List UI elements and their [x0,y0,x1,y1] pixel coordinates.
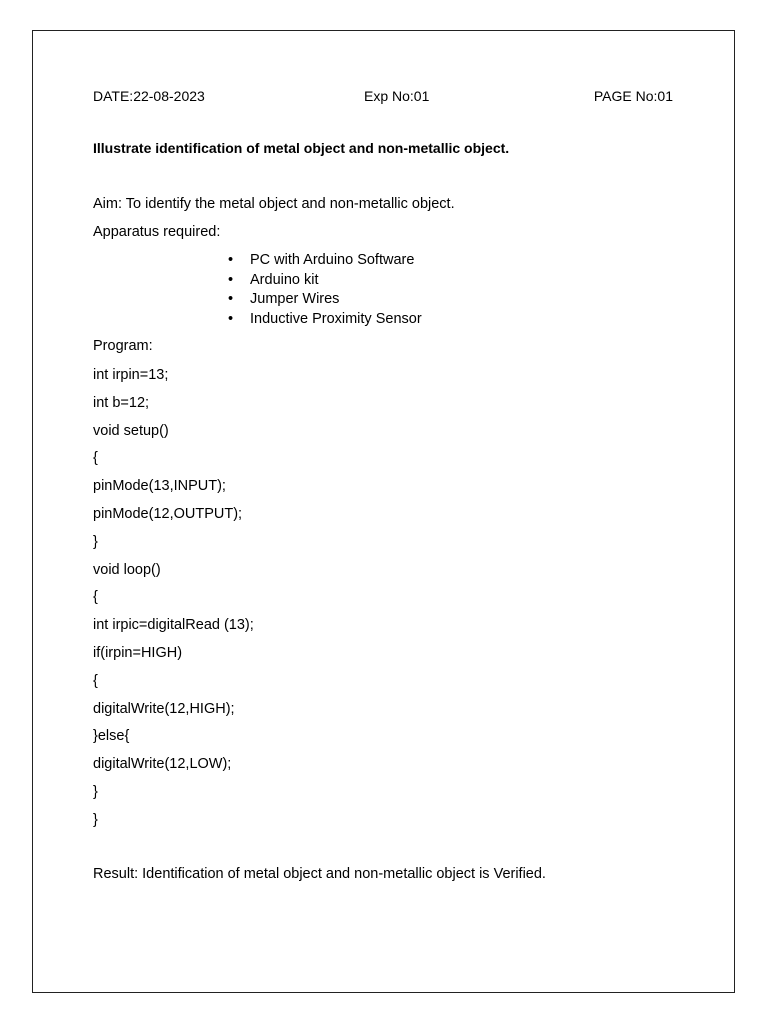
apparatus-list [226,251,422,329]
code-line: { [93,589,98,606]
apparatus-item [226,310,422,330]
apparatus-item [226,271,422,291]
apparatus-item-text: Inductive Proximity Sensor [250,310,422,327]
code-line: int irpic=digitalRead (13); [93,617,254,634]
code-line: digitalWrite(12,LOW); [93,756,232,773]
page-number: PAGE No:01 [593,88,673,104]
code-line: } [93,533,98,550]
code-line: int b=12; [93,394,150,411]
result-text: Result: Identification of metal object and non-metallic object is Verified. [93,866,546,882]
code-line: } [93,811,98,828]
bullet-icon: • [228,252,234,268]
code-line: if(irpin=HIGH) [93,644,183,661]
code-line: pinMode(13,INPUT); [93,478,226,495]
code-line: { [93,672,98,689]
experiment-number: Exp No:01 [364,88,430,104]
apparatus-item-text: PC with Arduino Software [250,252,415,268]
bullet-icon: • [228,310,234,327]
program-code [93,366,254,839]
code-line: digitalWrite(12,HIGH); [93,700,235,717]
apparatus-item-text: Jumper Wires [250,291,340,307]
apparatus-item-text: Arduino kit [250,271,319,288]
apparatus-item [226,290,422,310]
bullet-icon: • [228,291,234,307]
code-line: pinMode(12,OUTPUT); [93,505,243,522]
code-line: { [93,450,98,467]
experiment-title: Illustrate identification of metal object and non-metallic object. [93,140,510,156]
page-header [93,88,673,106]
code-line: void loop() [93,561,161,578]
code-line: void setup() [93,422,169,439]
program-label: Program: [93,338,153,354]
code-line: int irpin=13; [93,367,169,383]
bullet-icon: • [228,271,234,288]
code-line: } [93,783,98,800]
apparatus-label: Apparatus required: [93,224,221,240]
aim-text: Aim: To identify the metal object and non-metallic object. [93,196,455,212]
code-line: }else{ [93,728,130,745]
apparatus-item [226,251,422,271]
date-label: DATE:22-08-2023 [93,88,205,104]
